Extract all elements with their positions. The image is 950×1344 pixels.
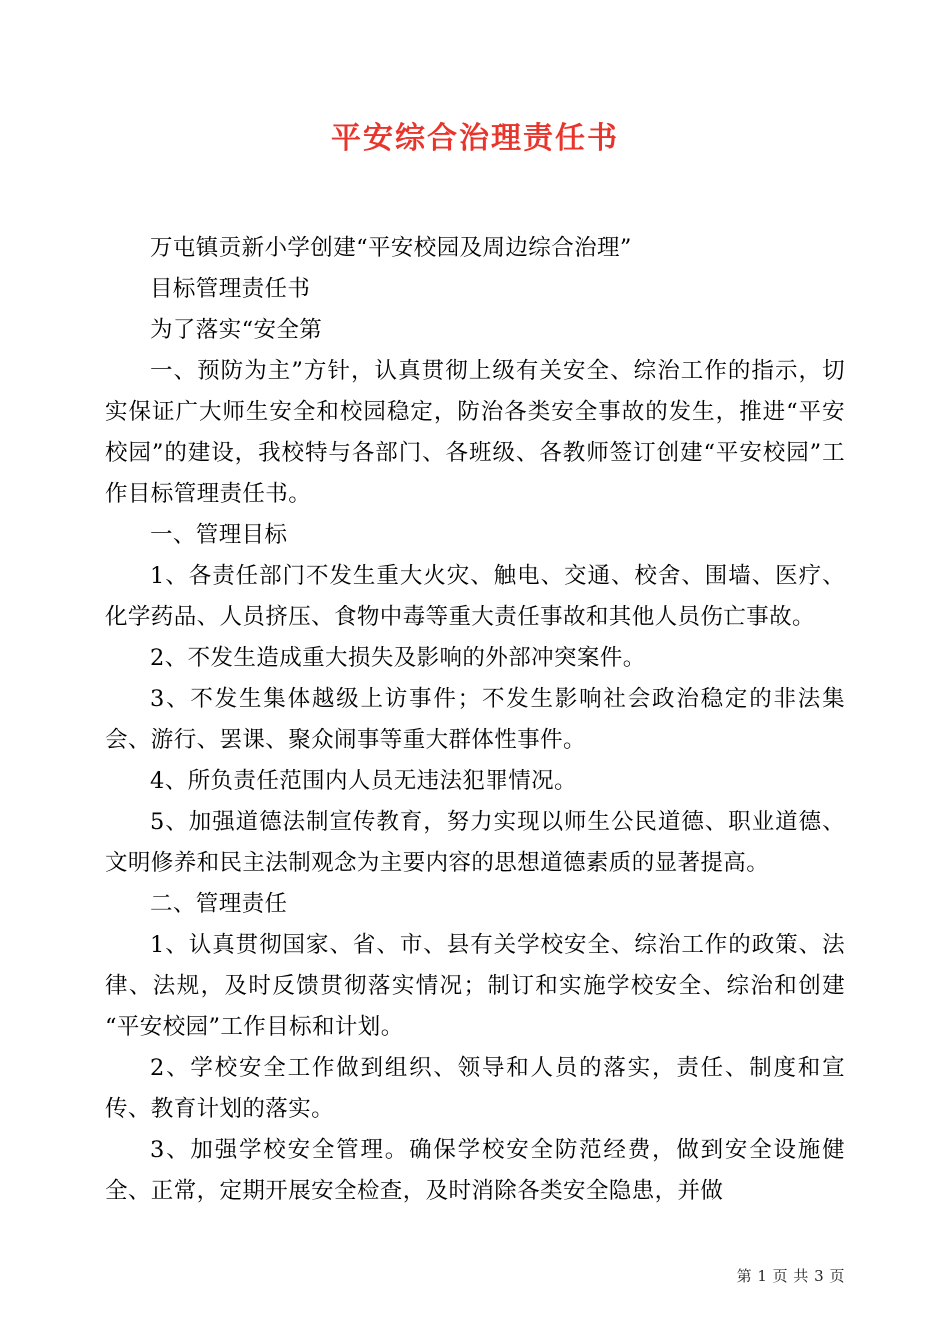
page-title: 平安综合治理责任书 [331, 121, 619, 156]
paragraph: 3、不发生集体越级上访事件；不发生影响社会政治稳定的非法集会、游行、罢课、聚众闹事等重大群体性事件。 [105, 686, 845, 753]
page-footer: 第 1 页 共 3 页 [736, 1267, 845, 1285]
paragraph: 5、加强道德法制宣传教育，努力实现以师生公民道德、职业道德、文明修养和民主法制观念为主要内容的思想道德素质的显著提高。 [105, 809, 845, 876]
paragraph: 为了落实“安全第 [150, 317, 323, 343]
paragraph: 1、认真贯彻国家、省、市、县有关学校安全、综治工作的政策、法律、法规，及时反馈贯彻落实情况；制订和实施学校安全、综治和创建“平安校园”工作目标和计划。 [105, 932, 845, 1040]
paragraph: 3、加强学校安全管理。确保学校安全防范经费，做到安全设施健全、正常，定期开展安全检查，及时消除各类安全隐患，并做 [105, 1137, 845, 1204]
paragraph: 万屯镇贡新小学创建“平安校园及周边综合治理” [150, 235, 632, 261]
paragraph: 二、管理责任 [150, 891, 288, 917]
document-body [105, 228, 845, 1212]
paragraph: 目标管理责任书 [150, 276, 311, 302]
paragraph: 一、预防为主”方针，认真贯彻上级有关安全、综治工作的指示，切实保证广大师生安全和校园稳定，防治各类安全事故的发生，推进“平安校园”的建设，我校特与各部门、各班级、各教师签订创建“平安校园”工作目标管理责任书。 [105, 358, 845, 507]
paragraph: 4、所负责任范围内人员无违法犯罪情况。 [150, 768, 577, 794]
paragraph: 一、管理目标 [150, 522, 288, 548]
paragraph: 2、不发生造成重大损失及影响的外部冲突案件。 [150, 645, 646, 671]
paragraph: 2、学校安全工作做到组织、领导和人员的落实，责任、制度和宣传、教育计划的落实。 [105, 1055, 845, 1122]
paragraph: 1、各责任部门不发生重大火灾、触电、交通、校舍、围墙、医疗、化学药品、人员挤压、食物中毒等重大责任事故和其他人员伤亡事故。 [105, 563, 845, 630]
